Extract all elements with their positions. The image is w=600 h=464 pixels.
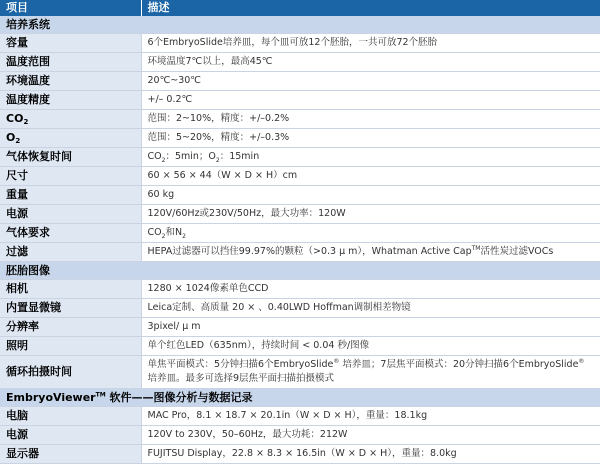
table-row — [0, 318, 600, 337]
table-row — [0, 426, 600, 445]
row-key: 温度精度 — [0, 91, 141, 110]
section-title: 培养系统 — [0, 16, 600, 34]
row-value: FUJITSU Display，22.8 × 8.3 × 16.5in（W × D × H），重量：8.0kg — [141, 445, 600, 464]
row-key: 电脑 — [0, 407, 141, 426]
row-value: MAC Pro，8.1 × 18.7 × 20.1in（W × D × H），重量：18.1kg — [141, 407, 600, 426]
row-key: 环境温度 — [0, 72, 141, 91]
table-row — [0, 280, 600, 299]
row-value: 单焦平面模式：5分钟扫描6个EmbryoSlide® 培养皿；7层焦平面模式：20分钟扫描6个EmbryoSlide® 培养皿。最多可选择9层焦平面扫描拍摄模式 — [141, 356, 600, 389]
table-row — [0, 72, 600, 91]
row-key: 分辨率 — [0, 318, 141, 337]
row-value: 3pixel/ μ m — [141, 318, 600, 337]
row-value: $CO_2$和$N_2$ — [141, 224, 600, 243]
table-row — [0, 34, 600, 53]
row-value: 范围：5~20%，精度：+/–0.3% — [141, 129, 600, 148]
section-title: 胚胎图像 — [0, 262, 600, 280]
table-row — [0, 205, 600, 224]
row-value: 20℃~30℃ — [141, 72, 600, 91]
row-key: 照明 — [0, 337, 141, 356]
table-row — [0, 167, 600, 186]
row-key: 气体恢复时间 — [0, 148, 141, 167]
row-key: 温度范围 — [0, 53, 141, 72]
table-header — [0, 0, 600, 16]
row-value: HEPA过滤器可以挡住99.97%的颗粒（>0.3 μ m），Whatman Active Cap™活性炭过滤VOCs — [141, 243, 600, 262]
row-key: 气体要求 — [0, 224, 141, 243]
row-key: 相机 — [0, 280, 141, 299]
table-row — [0, 148, 600, 167]
table-row — [0, 243, 600, 262]
row-value: 单个红色LED（635nm），持续时间 < 0.04 秒/图像 — [141, 337, 600, 356]
row-value: $CO_2$：5min；$O_2$：15min — [141, 148, 600, 167]
table-row — [0, 299, 600, 318]
table-row — [0, 53, 600, 72]
row-key-o2: $O_2$ — [0, 129, 141, 148]
table-row — [0, 91, 600, 110]
header-item: 项目 — [0, 0, 141, 16]
section-culture-system — [0, 16, 600, 34]
row-value: 环境温度7℃以上，最高45℃ — [141, 53, 600, 72]
row-key: 重量 — [0, 186, 141, 205]
row-key-co2: $CO_2$ — [0, 110, 141, 129]
row-value: +/– 0.2℃ — [141, 91, 600, 110]
row-key: 显示器 — [0, 445, 141, 464]
row-value: 6个EmbryoSlide培养皿，每个皿可放12个胚胎，一共可放72个胚胎 — [141, 34, 600, 53]
row-key: 尺寸 — [0, 167, 141, 186]
row-key: 电源 — [0, 205, 141, 224]
row-key: 电源 — [0, 426, 141, 445]
section-embryoviewer-software — [0, 389, 600, 407]
table-row — [0, 407, 600, 426]
row-key: 循环拍摄时间 — [0, 356, 141, 389]
header-description: 描述 — [141, 0, 600, 16]
table-row — [0, 129, 600, 148]
row-value: 120V to 230V，50–60Hz，最大功耗：212W — [141, 426, 600, 445]
row-key: 过滤 — [0, 243, 141, 262]
row-key: 内置显微镜 — [0, 299, 141, 318]
row-value: Leica定制、高质量 20 × 、0.40LWD Hoffman调制相差物镜 — [141, 299, 600, 318]
table-row — [0, 224, 600, 243]
row-value: 1280 × 1024像素单色CCD — [141, 280, 600, 299]
row-key: 容量 — [0, 34, 141, 53]
row-value: 120V/60Hz或230V/50Hz，最大功率：120W — [141, 205, 600, 224]
table-row — [0, 356, 600, 389]
table-row — [0, 186, 600, 205]
table-row — [0, 110, 600, 129]
section-title: EmbryoViewer™ 软件——图像分析与数据记录 — [0, 389, 600, 407]
row-value: 60 × 56 × 44（W × D × H）cm — [141, 167, 600, 186]
section-embryo-imaging — [0, 262, 600, 280]
row-value: 60 kg — [141, 186, 600, 205]
table-row — [0, 337, 600, 356]
row-value: 范围：2~10%，精度：+/–0.2% — [141, 110, 600, 129]
table-row — [0, 445, 600, 464]
